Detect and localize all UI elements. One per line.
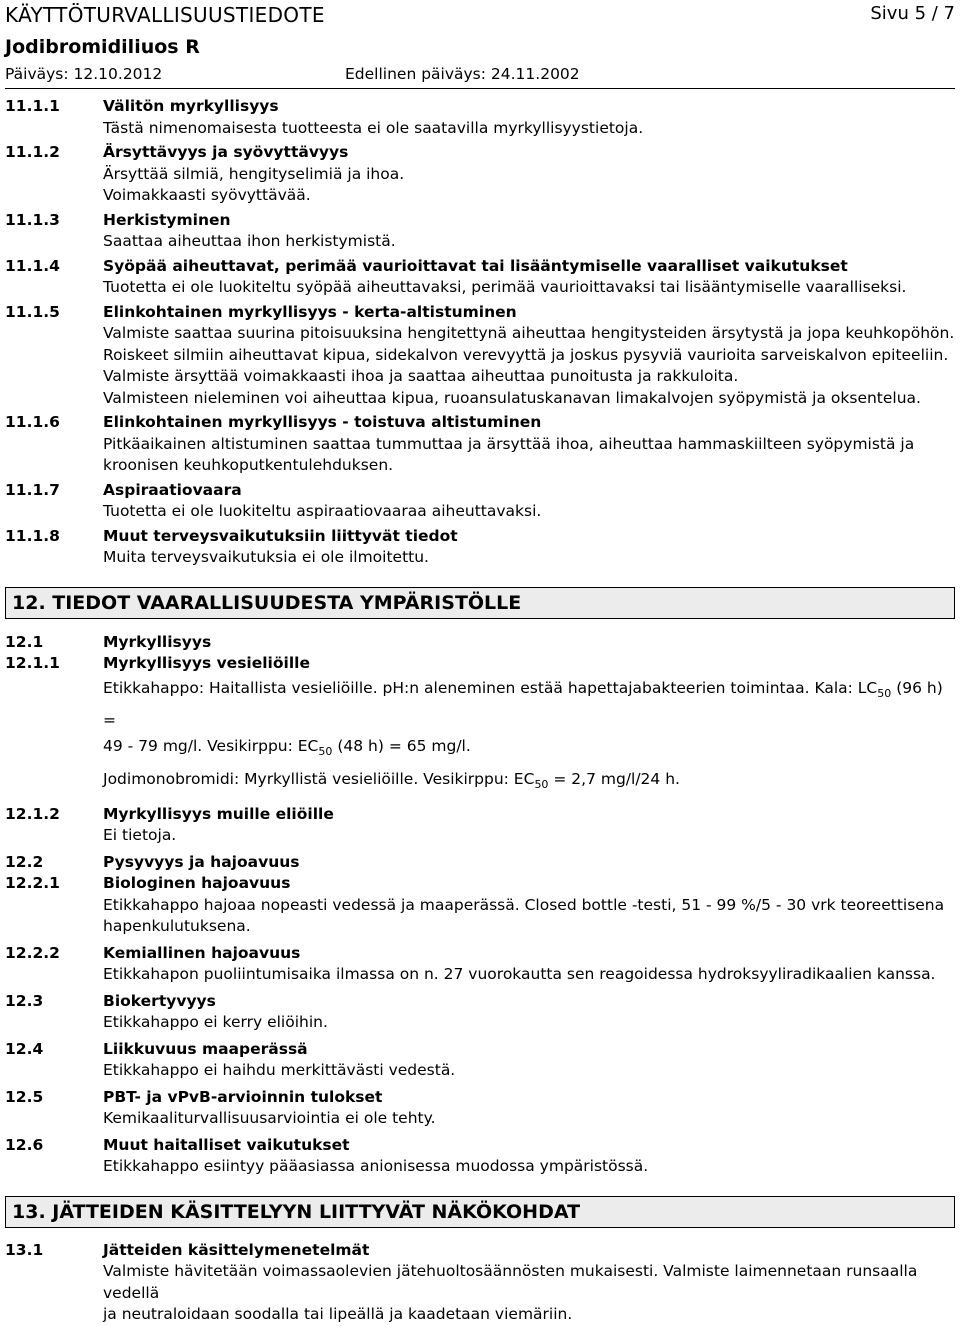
paragraph: Tuotetta ei ole luokiteltu syöpää aiheuttavaksi, perimää vaurioittavaksi tai lisääntymiselle vaaralliseksi. [103, 278, 907, 296]
subsection-title: Biokertyvyys [103, 991, 216, 1010]
paragraph: Kemikaaliturvallisuusarviointia ei ole tehty. [103, 1109, 436, 1127]
subsection-12-2 [5, 852, 955, 874]
paragraph: Roiskeet silmiin aiheuttavat kipua, sidekalvon verevyyttä ja joskus pysyviä vaurioita sarveiskalvon epiteeliin. [103, 345, 949, 364]
subsection-title: Myrkyllisyys vesieliöille [103, 654, 310, 672]
subsection-number: 12.1.2 [5, 804, 60, 823]
subsection-12-1-1 [5, 653, 955, 799]
subsection-title: Herkistyminen [103, 210, 231, 229]
subsection-13-1 [5, 1240, 955, 1326]
subsection-12-1 [5, 632, 955, 654]
previous-date: Edellinen päiväys: 24.11.2002 [345, 65, 580, 83]
subsection-title: Aspiraatiovaara [103, 480, 242, 499]
paragraph: Saattaa aiheuttaa ihon herkistymistä. [103, 232, 396, 250]
subsection-title: Syöpää aiheuttavat, perimää vaurioittavat tai lisääntymiselle vaaralliset vaikutukset [103, 256, 848, 275]
paragraph: Tästä nimenomaisesta tuotteesta ei ole saatavilla myrkyllisyystietoja. [103, 118, 644, 137]
subsection-number: 12.2.2 [5, 943, 60, 962]
subsection-number: 13.1 [5, 1240, 44, 1259]
paragraph: 49 - 79 mg/l. Vesikirppu: $EC_{50}$ (48 h) = 65 mg/l. [103, 736, 471, 758]
subsection-12-5 [5, 1087, 955, 1130]
paragraph: Pitkäaikainen altistuminen saattaa tummuttaa ja ärsyttää ihoa, aiheuttaa hammaskiilteen syöpymistä ja [103, 434, 915, 453]
paragraph: Valmisteen nieleminen voi aiheuttaa kipua, ruoansulatuskanavan limakalvojen syöpymistä ja oksentelua. [103, 388, 921, 407]
paragraph: Jodimonobromidi: Myrkyllistä vesieliöille. Vesikirppu: $EC_{50} = 2,7$ mg/l/24 h. [103, 769, 680, 791]
subsection-11-1-7 [5, 480, 955, 523]
section-13-heading: 13. JÄTTEIDEN KÄSITTELYYN LIITTYVÄT NÄKÖKOHDAT [5, 1196, 955, 1228]
paragraph: Ei tietoja. [103, 826, 177, 844]
subsection-number: 12.1 [5, 632, 44, 651]
subsection-number: 11.1.1 [5, 97, 60, 115]
paragraph: ja neutraloidaan soodalla tai lipeällä ja kaadetaan viemäriin. [103, 1305, 573, 1323]
subsection-12-4 [5, 1039, 955, 1082]
subsection-number: 11.1.5 [5, 302, 60, 321]
paragraph: Valmiste saattaa suurina pitoisuuksina hengitettynä aiheuttaa hengitysteiden ärsytystä ja jopa keuhkopöhön. [103, 324, 955, 342]
subsection-number: 12.4 [5, 1039, 44, 1058]
subsection-number: 11.1.7 [5, 480, 60, 499]
paragraph: Valmiste hävitetään voimassaolevien jätehuoltosäännösten mukaisesti. Valmiste laimennetaan runsaalla vedellä [103, 1262, 918, 1302]
paragraph: Etikkahappo: Haitallista vesieliöille. pH:n aleneminen estää hapettajabakteerien toimintaa. Kala: $LC_{50}$ (96 h) = [103, 678, 943, 729]
subsection-12-1-2 [5, 804, 955, 847]
subsection-number: 12.2 [5, 852, 44, 871]
header-divider [5, 88, 955, 89]
section-12-heading: 12. TIEDOT VAARALLISUUDESTA YMPÄRISTÖLLE [5, 587, 955, 619]
subsection-11-1-2 [5, 142, 955, 207]
paragraph: kroonisen keuhkoputkentulehduksen. [103, 456, 394, 474]
paragraph: Etikkahapon puoliintumisaika ilmassa on n. 27 vuorokautta sen reagoidessa hydroksyyliradikaalien kanssa. [103, 965, 936, 983]
subsection-12-2-2 [5, 943, 955, 986]
subsection-12-3 [5, 991, 955, 1034]
subsection-number: 11.1.4 [5, 256, 60, 275]
document-body [5, 96, 955, 1326]
subsection-title: Biologinen hajoavuus [103, 874, 291, 892]
paragraph: Ärsyttää silmiä, hengityselimiä ja ihoa. [103, 164, 405, 183]
subsection-number: 12.6 [5, 1135, 44, 1154]
subsection-11-1-6 [5, 412, 955, 477]
subsection-title: Jätteiden käsittelymenetelmät [103, 1240, 370, 1259]
subsection-title: PBT- ja vPvB-arvioinnin tulokset [103, 1087, 383, 1106]
subsection-title: Välitön myrkyllisyys [103, 97, 279, 115]
paragraph: Valmiste ärsyttää voimakkaasti ihoa ja saattaa aiheuttaa punoitusta ja rakkuloita. [103, 367, 739, 385]
subsection-number: 12.2.1 [5, 874, 60, 892]
document-title: KÄYTTÖTURVALLISUUSTIEDOTE [5, 3, 325, 27]
paragraph: Etikkahappo esiintyy pääasiassa anionisessa muodossa ympäristössä. [103, 1157, 649, 1175]
subsection-title: Myrkyllisyys [103, 632, 212, 651]
product-name: Jodibromidiliuos R [5, 36, 200, 58]
paragraph: Muita terveysvaikutuksia ei ole ilmoitettu. [103, 548, 429, 566]
subsection-title: Elinkohtainen myrkyllisyys - kerta-altistuminen [103, 302, 517, 321]
subsection-number: 11.1.2 [5, 143, 60, 161]
subsection-title: Muut terveysvaikutuksiin liittyvät tiedot [103, 526, 458, 545]
subsection-title: Liikkuvuus maaperässä [103, 1039, 308, 1058]
subsection-11-1-3 [5, 210, 955, 253]
paragraph: Etikkahappo hajoaa nopeasti vedessä ja maaperässä. Closed bottle -testi, 51 - 99 %/5 - 30 vrk teoreettisena [103, 895, 945, 914]
paragraph: Etikkahappo ei haihdu merkittävästi vedestä. [103, 1061, 456, 1079]
subsection-11-1-4 [5, 256, 955, 299]
subsection-number: 12.3 [5, 991, 44, 1010]
subsection-number: 11.1.8 [5, 526, 60, 545]
issue-date: Päiväys: 12.10.2012 [5, 65, 163, 83]
subsection-number: 11.1.3 [5, 210, 60, 229]
subsection-title: Ärsyttävyys ja syövyttävyys [103, 143, 349, 161]
paragraph: Tuotetta ei ole luokiteltu aspiraatiovaaraa aiheuttavaksi. [103, 502, 542, 520]
subsection-11-1-1 [5, 96, 955, 139]
subsection-number: 12.5 [5, 1087, 44, 1106]
subsection-12-6 [5, 1135, 955, 1178]
subsection-title: Elinkohtainen myrkyllisyys - toistuva altistuminen [103, 413, 542, 431]
subsection-12-2-1 [5, 873, 955, 938]
page-number: Sivu 5 / 7 [870, 3, 955, 24]
subsection-11-1-8 [5, 526, 955, 569]
subsection-title: Pysyvyys ja hajoavuus [103, 852, 300, 871]
paragraph: Etikkahappo ei kerry eliöihin. [103, 1013, 328, 1031]
subsection-title: Kemiallinen hajoavuus [103, 943, 301, 962]
paragraph: Voimakkaasti syövyttävää. [103, 186, 311, 204]
subsection-title: Muut haitalliset vaikutukset [103, 1135, 350, 1154]
subsection-number: 12.1.1 [5, 654, 60, 672]
subsection-number: 11.1.6 [5, 413, 60, 431]
paragraph: hapenkulutuksena. [103, 917, 251, 935]
subsection-title: Myrkyllisyys muille eliöille [103, 804, 334, 823]
subsection-11-1-5 [5, 302, 955, 410]
